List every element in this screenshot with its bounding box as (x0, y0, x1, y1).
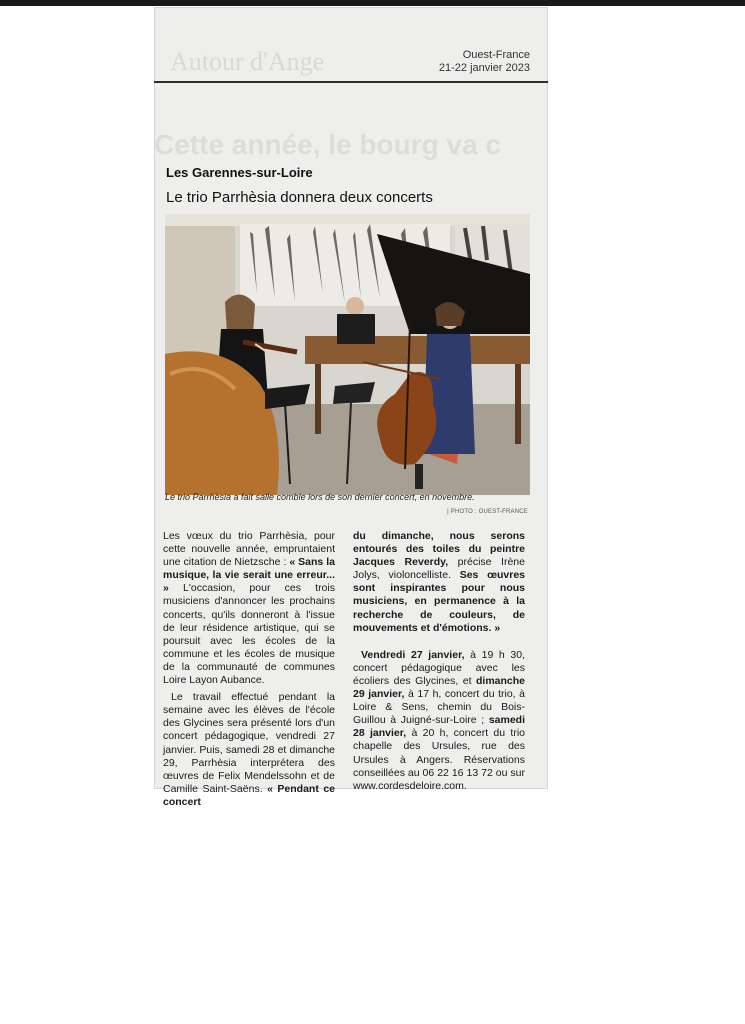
paragraph (353, 530, 525, 635)
event-date: samedi 28 janvier, (353, 714, 525, 740)
article-column-1 (163, 530, 335, 809)
article-headline: Le trio Parrhèsia donnera deux concerts (166, 189, 433, 206)
header-rule (154, 81, 548, 83)
quote-text: « Pendant ce concert (163, 782, 335, 808)
paragraph (353, 649, 525, 793)
quote-text: Ses œuvres sont inspirantes pour nous musiciens, en permanence à la recherche de couleurs, de mouvements et d'émotions. » (353, 569, 525, 634)
publication-name: Ouest-France (462, 49, 530, 61)
publication-date: 21-22 janvier 2023 (438, 62, 530, 74)
quote-text: du dimanche, nous serons entourés des toiles du peintre Jacques Reverdy, (353, 530, 525, 569)
paragraph-text: à 19 h 30, concert pédagogique avec les écoliers des Glycines, et (353, 648, 525, 687)
publication-source (439, 49, 530, 75)
paragraph-text: Le travail effectué pendant la semaine avec les élèves de l'école des Glycines sera présenté lors d'un concert pédagogique, vendredi 27 janvier. Puis, samedi 28 et dimanche 29, Parrhèsia interprétera des œuvres de Felix Mendelssohn et de Camille Saint-Saëns. (163, 691, 335, 795)
article-column-2 (353, 530, 525, 793)
paragraph-text: Les vœux du trio Parrhèsia, pour cette nouvelle année, empruntaient une citation de Nietzsche : (163, 530, 335, 569)
scan-top-edge (0, 0, 745, 6)
newspaper-clipping (154, 7, 548, 808)
paragraph-text: L'occasion, pour ces trois musiciens d'annoncer les prochains concerts, qu'ils donneront à l'issue de leur résidence artistique, qui se poursuit avec les écoles de la commune et les écoles de musique de la communauté de communes Loire Layon Aubance. (163, 582, 335, 687)
paragraph-text: précise Irène Jolys, violoncelliste. (353, 556, 525, 582)
event-date: Vendredi 27 janvier, (361, 648, 465, 661)
event-date: dimanche 29 janvier, (353, 674, 525, 701)
paragraph (163, 691, 335, 809)
bleed-through-heading-2: Cette année, le bourg va c (154, 129, 501, 160)
photo-caption: Le trio Parrhèsia a fait salle comble lors de son dernier concert, en novembre. (165, 492, 475, 502)
article-kicker: Les Garennes-sur-Loire (166, 165, 313, 180)
paragraph (163, 530, 335, 687)
bleed-through-heading: Autour d'Ange (170, 47, 325, 76)
paragraph-text: à 20 h, concert du trio chapelle des Ursules, rue des Ursules à Angers. Réservations conseillées au 06 22 16 13 72 ou sur www.cordesdeloire.com. (353, 727, 525, 792)
concert-photo (165, 214, 530, 495)
photo-credit: | PHOTO : OUEST-FRANCE (447, 509, 528, 515)
quote-text: « Sans la musique, la vie serait une erreur... » (163, 556, 335, 595)
paragraph-text: à 17 h, concert du trio, à Loire & Sens, chemin du Bois-Guillou à Juigné-sur-Loire ; (353, 688, 525, 727)
